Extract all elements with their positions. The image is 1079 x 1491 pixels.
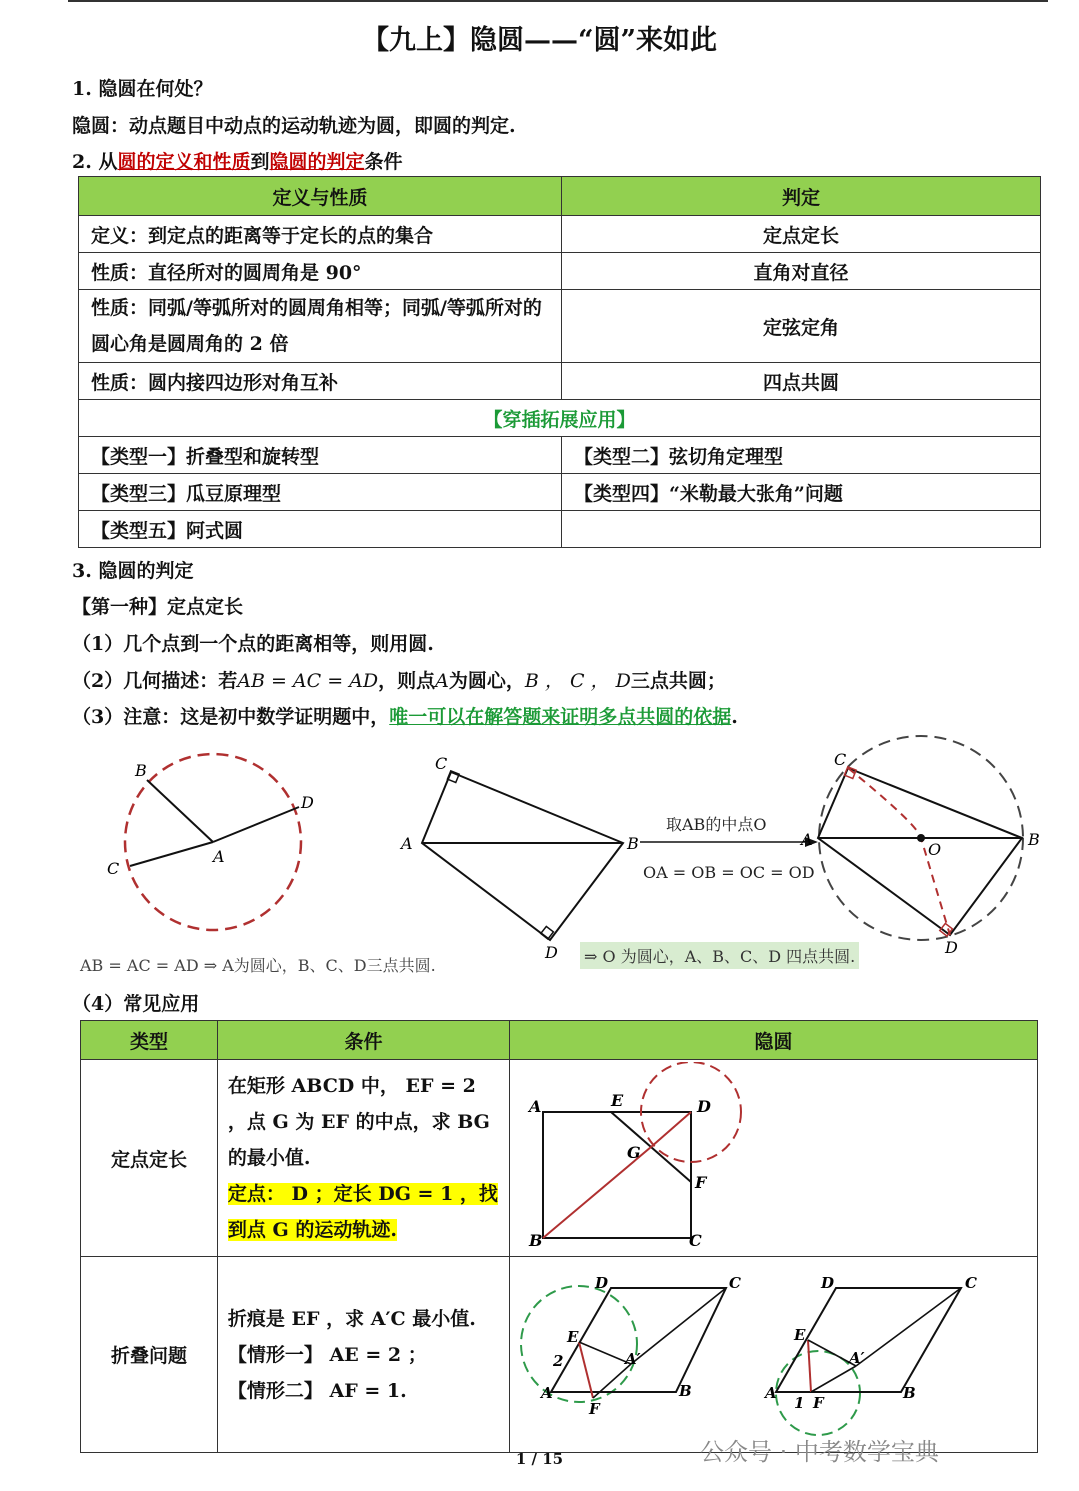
svg-text:A: A: [765, 1384, 777, 1402]
t1-header-0: 定义与性质: [79, 177, 562, 216]
svg-text:A′: A′: [625, 1350, 641, 1368]
svg-text:F: F: [813, 1394, 824, 1412]
page-title: [0, 18, 1079, 57]
t1-type-4: 【类型四】“米勒最大张角”问题: [562, 474, 1041, 511]
t2-r1-cond2: 定点： D ；定长 DG = 1 ，找到点 G 的运动轨迹.: [227, 1183, 498, 1241]
svg-text:E: E: [611, 1090, 624, 1110]
t2-r2-c1: 折痕是 EF ，求 A′C 最小值.: [227, 1307, 476, 1330]
fig-circle-a: [95, 750, 325, 950]
t1-r0-c0: 定义：到定点的距离等于定长的点的集合: [79, 216, 562, 253]
t1-type-2: 【类型二】弦切角定理型: [562, 437, 1041, 474]
s1-heading: 1. 隐圆在何处？: [72, 78, 213, 100]
svg-text:C: C: [834, 750, 847, 769]
folding-figure: [511, 1258, 1036, 1446]
t1-r3-c0: 性质：圆内接四边形对角互补: [79, 363, 562, 400]
t2-r2-figure: [510, 1257, 1038, 1453]
top-rule: [68, 0, 1048, 2]
s2-hl2: 隐圆的判定: [269, 151, 365, 173]
s3-kind1: 【第一种】定点定长: [72, 596, 244, 618]
svg-text:O: O: [928, 840, 942, 859]
page-number: 1 / 15: [515, 1450, 564, 1468]
s4-heading: （4）常见应用: [72, 993, 200, 1015]
s2-hl1: 圆的定义和性质: [117, 151, 251, 173]
svg-text:B: B: [1028, 830, 1040, 849]
s1-text: 隐圆：动点题目中动点的运动轨迹为圆，即圆的判定.: [72, 115, 516, 137]
t1-type-3: 【类型三】瓜豆原理型: [79, 474, 562, 511]
svg-text:F: F: [589, 1400, 600, 1418]
t1-ext-title: 【穿插拓展应用】: [79, 400, 1041, 437]
t1-r2-c0: 性质：同弧/等弧所对的圆周角相等；同弧/等弧所对的圆心角是圆周角的 2 倍: [79, 290, 562, 363]
svg-text:A: A: [401, 834, 413, 853]
title-main: 隐圆——“圆”来如此: [469, 25, 718, 56]
svg-text:E: E: [567, 1328, 579, 1346]
t2-r2-c3: 【情形二】 AF = 1.: [227, 1379, 407, 1402]
fig-circle-o: [798, 735, 1053, 960]
t2-r2-cond: [217, 1257, 509, 1453]
svg-text:D: D: [945, 938, 958, 957]
t2-r1-figure: [510, 1060, 1038, 1257]
svg-text:A: A: [801, 830, 813, 849]
definition-table: [78, 176, 1041, 548]
t2-header-2: 隐圆: [510, 1021, 1038, 1060]
svg-text:A′: A′: [849, 1349, 865, 1367]
svg-text:C: C: [435, 755, 448, 773]
s3-p3-highlight: 唯一可以在解答题来证明多点共圆的依据: [389, 706, 732, 728]
t2-r2-c2: 【情形一】 AE = 2 ；: [227, 1343, 427, 1366]
svg-text:D: D: [545, 943, 558, 960]
svg-text:E: E: [794, 1326, 806, 1344]
t1-r0-c1: 定点定长: [562, 216, 1041, 253]
t1-header-1: 判定: [562, 177, 1041, 216]
svg-text:A: A: [529, 1096, 542, 1116]
svg-text:F: F: [695, 1172, 707, 1192]
application-table: [80, 1020, 1038, 1453]
t1-type-1: 【类型一】折叠型和旋转型: [79, 437, 562, 474]
t1-r1-c0: 性质：直径所对的圆周角是 90°: [79, 253, 562, 290]
fig-quad: [395, 755, 645, 960]
svg-text:G: G: [627, 1142, 641, 1162]
t2-header-0: 类型: [81, 1021, 218, 1060]
s3-heading: 3. 隐圆的判定: [72, 560, 194, 582]
svg-text:B: B: [679, 1382, 692, 1400]
s3-p2: （2）几何描述：若AB = AC = AD，则点A为圆心，B ， C ， D三点共圆；: [72, 670, 726, 692]
fig-arrow-top: 取AB的中点O: [666, 815, 767, 834]
title-tag: 【九上】: [361, 25, 470, 56]
svg-text:2: 2: [553, 1352, 564, 1370]
svg-text:D: D: [595, 1274, 609, 1292]
t2-r1-cond1: 在矩形 ABCD 中， EF = 2 ，点 G 为 EF 的中点，求 BG 的最小值.: [227, 1075, 490, 1169]
svg-text:C: C: [107, 859, 120, 878]
s2-heading: 2. 从圆的定义和性质到隐圆的判定条件: [72, 151, 403, 173]
svg-text:C: C: [729, 1274, 741, 1292]
t1-r3-c1: 四点共圆: [562, 363, 1041, 400]
t2-r1-cond: [217, 1060, 509, 1257]
svg-text:C: C: [965, 1274, 977, 1292]
t1-r2-c1: 定弦定角: [562, 290, 1041, 363]
s3-p3: （3）注意：这是初中数学证明题中，唯一可以在解答题来证明多点共圆的依据.: [72, 706, 738, 728]
s3-p1: （1）几个点到一个点的距离相等，则用圆.: [72, 633, 434, 655]
watermark: 公众号 · 中考数学宝典: [700, 1438, 939, 1466]
t2-r2-type: 折叠问题: [81, 1257, 218, 1453]
rect-abcd-figure: [511, 1062, 1036, 1250]
t1-type-5: 【类型五】阿式圆: [79, 511, 562, 548]
t1-r1-c1: 直角对直径: [562, 253, 1041, 290]
svg-text:A: A: [541, 1384, 553, 1402]
t2-header-1: 条件: [217, 1021, 509, 1060]
svg-text:A: A: [213, 847, 225, 866]
svg-text:B: B: [627, 834, 639, 853]
svg-text:B: B: [135, 761, 147, 780]
svg-text:D: D: [697, 1096, 711, 1116]
fig-caption-1: AB = AC = AD ⇒ A为圆心，B、C、D三点共圆.: [80, 956, 436, 975]
svg-text:1: 1: [794, 1394, 805, 1412]
svg-text:B: B: [903, 1384, 916, 1402]
t1-type-empty: [562, 511, 1041, 548]
fig-arrow-bottom: OA = OB = OC = OD: [643, 863, 815, 882]
svg-text:C: C: [689, 1230, 702, 1250]
svg-text:D: D: [301, 793, 314, 812]
svg-text:B: B: [529, 1230, 543, 1250]
fig-caption-2: ⇒ O 为圆心，A、B、C、D 四点共圆.: [580, 942, 859, 969]
svg-text:D: D: [821, 1274, 835, 1292]
t2-r1-type: 定点定长: [81, 1060, 218, 1257]
